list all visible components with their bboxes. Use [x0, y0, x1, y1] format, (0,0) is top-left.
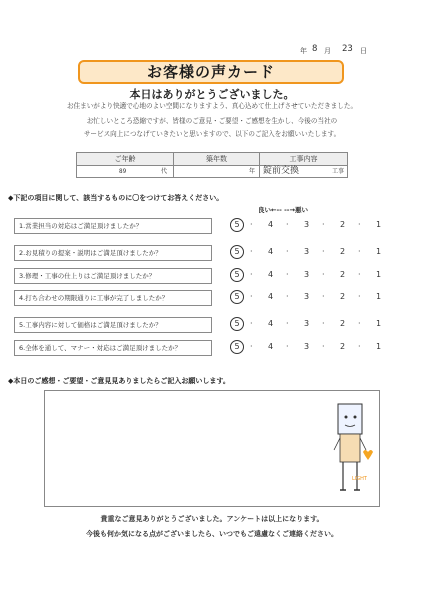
rating-separator: · [286, 342, 289, 351]
day-value: 23 [342, 44, 353, 54]
rating-separator: · [358, 247, 361, 256]
age-label: ご年齢 [77, 153, 173, 165]
question-text: 6.全体を通して、マナー・対応はご満足頂けましたか？ [14, 340, 212, 356]
rating-options [232, 317, 392, 333]
footer-line-2: 今後も何か気になる点がございましたら、いつでもご遠慮なくご連絡ください。 [86, 530, 338, 538]
intro-line-1: お住まいがより快適で心地のよい空間になりますよう、真心込めて仕上げさせていただきました。 [66, 102, 358, 110]
rating-separator: · [286, 319, 289, 328]
rating-option-4[interactable]: 4 [268, 292, 274, 301]
question-text: 1.営業担当の対応はご満足頂けましたか？ [14, 218, 212, 234]
rating-option-3[interactable]: 3 [304, 220, 310, 229]
rating-separator: · [250, 220, 253, 229]
rating-separator: · [358, 270, 361, 279]
rating-option-3[interactable]: 3 [304, 292, 310, 301]
rating-option-5[interactable]: 5 [230, 218, 244, 232]
rating-separator: · [322, 319, 325, 328]
work-value: 錠前交換 [263, 166, 300, 176]
work-unit: 工事 [332, 168, 345, 175]
questions-heading: ◆下記の項目に関して、該当するものに〇をつけてお答えください。 [8, 194, 224, 202]
rating-option-1[interactable]: 1 [376, 270, 382, 279]
rating-separator: · [322, 270, 325, 279]
age-unit: 代 [161, 168, 168, 175]
rating-separator: · [322, 247, 325, 256]
rating-option-5[interactable]: 5 [230, 290, 244, 304]
work-label: 工事内容 [260, 153, 347, 165]
rating-option-5[interactable]: 5 [230, 317, 244, 331]
day-unit: 日 [360, 47, 367, 55]
comments-heading: ◆本日のご感想・ご要望・ご意見見ありましたらご記入お願いします。 [8, 377, 230, 385]
rating-separator: · [286, 292, 289, 301]
mascot-label: LIGHT [352, 476, 367, 482]
survey-date [300, 46, 400, 58]
rating-separator: · [322, 220, 325, 229]
intro-line-3: サービス向上につなげていきたいと思いますので、以下のご記入をお願いいたします。 [83, 130, 341, 138]
month-value: 8 [312, 44, 318, 54]
rating-separator: · [322, 292, 325, 301]
question-row [14, 218, 406, 234]
rating-option-3[interactable]: 3 [304, 319, 310, 328]
rating-option-1[interactable]: 1 [376, 247, 382, 256]
mascot-illustration [328, 402, 378, 502]
rating-option-1[interactable]: 1 [376, 220, 382, 229]
rating-separator: · [286, 270, 289, 279]
rating-scale-label: 良い←-- --→悪い [258, 206, 308, 214]
rating-option-4[interactable]: 4 [268, 270, 274, 279]
rating-option-2[interactable]: 2 [340, 270, 346, 279]
rating-options [232, 340, 392, 356]
footer-line-1: 貴重なご意見ありがとうございました。アンケートは以上になります。 [100, 515, 324, 523]
rating-option-4[interactable]: 4 [268, 220, 274, 229]
question-row [14, 245, 406, 261]
rating-separator: · [250, 319, 253, 328]
question-row [14, 268, 406, 284]
rating-option-2[interactable]: 2 [340, 220, 346, 229]
rating-separator: · [358, 292, 361, 301]
rating-separator: · [286, 220, 289, 229]
rating-option-3[interactable]: 3 [304, 342, 310, 351]
intro-line-2: お忙しいところ恐縮ですが、皆様のご意見・ご要望・ご感想を生かし、今後の当社の [86, 117, 338, 125]
thanks-message: 本日はありがとうございました。 [129, 88, 295, 101]
rating-separator: · [250, 270, 253, 279]
question-text: 4.打ち合わせの期限通りに工事が完了しましたか？ [14, 290, 212, 306]
rating-option-1[interactable]: 1 [376, 342, 382, 351]
rating-option-5[interactable]: 5 [230, 245, 244, 259]
rating-options [232, 245, 392, 261]
year-unit: 年 [300, 47, 307, 55]
rating-separator: · [286, 247, 289, 256]
rating-option-2[interactable]: 2 [340, 319, 346, 328]
rating-separator: · [358, 319, 361, 328]
age-value: 89 [119, 168, 127, 175]
month-unit: 月 [324, 47, 331, 55]
question-row [14, 340, 406, 356]
rating-option-3[interactable]: 3 [304, 247, 310, 256]
rating-option-4[interactable]: 4 [268, 247, 274, 256]
rating-option-5[interactable]: 5 [230, 340, 244, 354]
rating-option-2[interactable]: 2 [340, 292, 346, 301]
rating-separator: · [250, 342, 253, 351]
page-title: お客様の声カード [146, 63, 275, 81]
rating-separator: · [358, 342, 361, 351]
question-text: 5.工事内容に対して価格はご満足頂けましたか？ [14, 317, 212, 333]
years-unit: 年 [249, 168, 256, 175]
rating-separator: · [358, 220, 361, 229]
rating-option-5[interactable]: 5 [230, 268, 244, 282]
question-row [14, 290, 406, 306]
rating-option-2[interactable]: 2 [340, 342, 346, 351]
rating-separator: · [250, 292, 253, 301]
rating-separator: · [250, 247, 253, 256]
rating-option-4[interactable]: 4 [268, 319, 274, 328]
years-label: 築年数 [174, 153, 259, 165]
rating-separator: · [322, 342, 325, 351]
question-row [14, 317, 406, 333]
question-text: 2.お見積りの提案・説明はご満足頂けましたか？ [14, 245, 212, 261]
rating-options [232, 290, 392, 306]
rating-options [232, 218, 392, 234]
customer-info-table [76, 152, 348, 178]
rating-option-1[interactable]: 1 [376, 292, 382, 301]
rating-option-2[interactable]: 2 [340, 247, 346, 256]
rating-option-4[interactable]: 4 [268, 342, 274, 351]
rating-options [232, 268, 392, 284]
rating-option-1[interactable]: 1 [376, 319, 382, 328]
question-text: 3.修理・工事の仕上りはご満足頂けましたか？ [14, 268, 212, 284]
title-banner [78, 60, 344, 84]
rating-option-3[interactable]: 3 [304, 270, 310, 279]
